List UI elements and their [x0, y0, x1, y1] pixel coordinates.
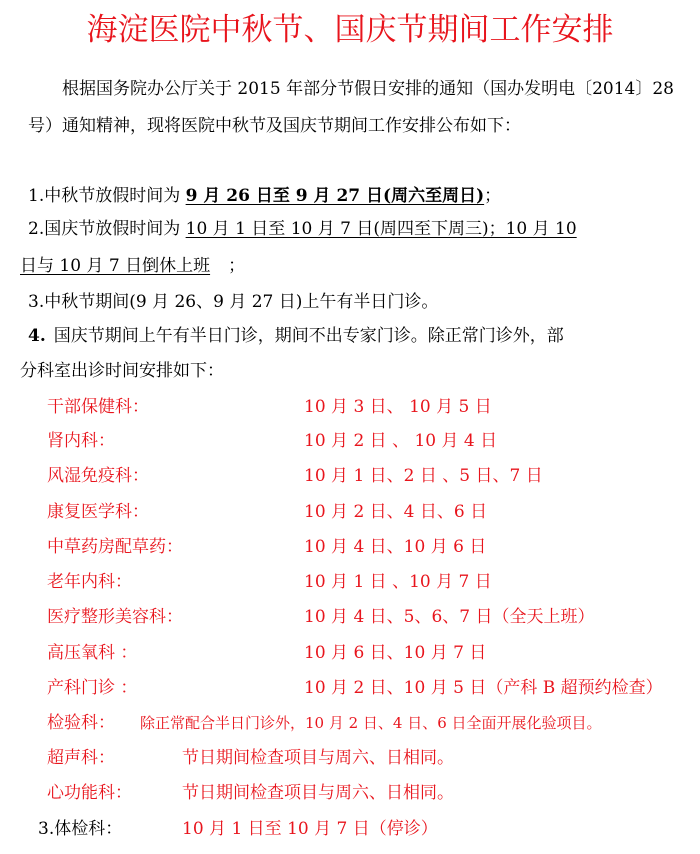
intro-paragraph: 根据国务院办公厅关于 2015 年部分节假日安排的通知（国办发明电〔2014〕28 号）通知精神，现将医院中秋节及国庆节期间工作安排公布如下： — [28, 79, 674, 136]
dept-name: 医疗整形美容科： — [47, 607, 183, 627]
item-physical-exam-schedule: 10 月 1 日至 10 月 7 日（停诊） — [182, 819, 438, 839]
item-2-prefix: 2.国庆节放假时间为 — [28, 219, 186, 239]
item-4-text-1: 国庆节期间上午有半日门诊，期间不出专家门诊。除正常门诊外，部 — [53, 326, 564, 346]
dept-schedule: 10 月 4 日、5、6、7 日（全天上班） — [304, 607, 595, 627]
item-4-line-1 — [28, 320, 564, 352]
dept-schedule: 10 月 3 日、 10 月 5 日 — [304, 397, 492, 417]
item-2-suffix: ； — [228, 256, 246, 276]
dept-schedule: 10 月 2 日、4 日、6 日 — [304, 502, 488, 522]
dept-schedule: 10 月 1 日、2 日 、5 日、7 日 — [304, 466, 543, 486]
item-3: 3.中秋节期间(9 月 26、9 月 27 日)上午有半日门诊。 — [28, 292, 439, 312]
item-1-dates: 9 月 26 日至 9 月 27 日(周六至周日) — [185, 186, 485, 206]
item-1 — [28, 180, 501, 212]
dept-schedule: 10 月 2 日 、 10 月 4 日 — [304, 431, 498, 451]
item-physical-exam-label: 3.体检科： — [38, 819, 123, 839]
dept-name: 康复医学科： — [47, 502, 149, 522]
item-1-prefix: 1.中秋节放假时间为 — [28, 186, 186, 206]
dept-name: 中草药房配草药： — [47, 537, 183, 557]
dept-name: 产科门诊 ： — [47, 678, 138, 698]
item-2-dates-1: 10 月 1 日至 10 月 7 日(周四至下周三)；10 月 10 — [185, 219, 577, 239]
item-2-line-2 — [20, 250, 245, 282]
dept-schedule: 10 月 2 日、10 月 5 日（产科 B 超预约检查） — [304, 678, 663, 698]
dept-name: 肾内科： — [47, 431, 115, 451]
page-title: 海淀医院中秋节、国庆节期间工作安排 — [86, 12, 614, 48]
dept-schedule: 10 月 1 日 、10 月 7 日 — [304, 572, 492, 592]
item-2-line-1 — [28, 213, 577, 245]
dept-name: 高压氧科 ： — [47, 643, 138, 663]
item-2-dates-2: 日与 10 月 7 日倒休上班 — [20, 256, 211, 276]
dept-schedule: 节日期间检查项目与周六、日相同。 — [182, 748, 454, 768]
dept-name: 心功能科： — [47, 783, 132, 803]
dept-schedule: 10 月 4 日、10 月 6 日 — [304, 537, 487, 557]
dept-name: 老年内科： — [47, 572, 132, 592]
dept-name: 检验科： — [47, 713, 115, 733]
item-4-number: 4. — [28, 326, 46, 346]
item-1-suffix: ； — [484, 186, 502, 206]
dept-schedule: 10 月 6 日、10 月 7 日 — [304, 643, 487, 663]
dept-name: 风湿免疫科： — [47, 466, 149, 486]
item-physical-exam — [38, 813, 122, 845]
item-4-line-2: 分科室出诊时间安排如下： — [20, 361, 224, 381]
dept-schedule: 节日期间检查项目与周六、日相同。 — [182, 783, 454, 803]
dept-schedule: 除正常配合半日门诊外，10 月 2 日、4 日、6 日全面开展化验项目。 — [140, 714, 602, 732]
dept-name: 干部保健科： — [47, 397, 149, 417]
dept-name: 超声科： — [47, 748, 115, 768]
